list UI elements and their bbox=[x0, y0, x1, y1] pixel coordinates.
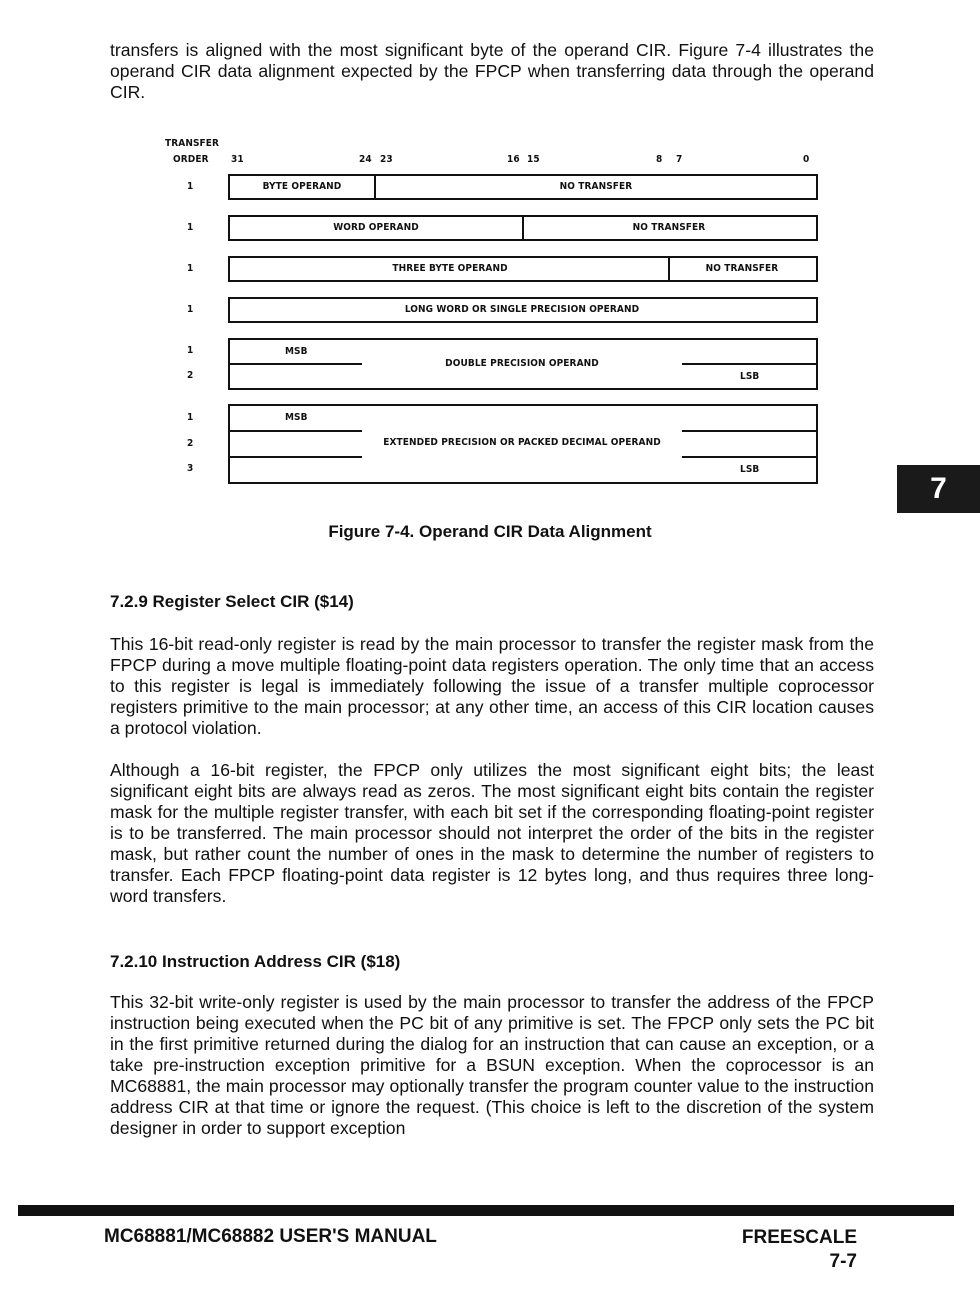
section-729-paragraph-2: Although a 16-bit register, the FPCP only utilizes the most significant eight bits; the least significant eight bits are always read as zeros. The most significant eight bits contain the register mask for the multiple register transfer, with each bit set if the corresponding floating-point register is to be transferred. The main processor should not interpret the order of the bits in the register mask, but rather count the number of ones in the mask to determine the number of registers to transfer. Each FPCP floating-point data register is 12 bytes long, and thus requires three long-word transfers. bbox=[110, 760, 874, 906]
extended-operand-label: EXTENDED PRECISION OR PACKED DECIMAL OPERAND bbox=[383, 437, 661, 448]
section-729-paragraph-1: This 16-bit read-only register is read by the main processor to transfer the register mask from the FPCP during a move multiple floating-point data registers operation. The only time that an access to this register is legal is immediately following the issue of a transfer multiple coprocessor registers primitive to the main processor; at any other time, an access of this CIR location causes a protocol violation. bbox=[110, 634, 874, 738]
word-no-transfer-label: NO TRANSFER bbox=[632, 222, 706, 233]
order-double-1: 1 bbox=[187, 345, 194, 356]
section-729-heading: 7.2.9 Register Select CIR ($14) bbox=[110, 592, 354, 611]
bit-7: 7 bbox=[676, 154, 683, 165]
order-extended-3: 3 bbox=[187, 463, 194, 474]
order-byte: 1 bbox=[187, 181, 194, 192]
order-double-2: 2 bbox=[187, 370, 194, 381]
extended-lsb-line-1 bbox=[682, 430, 818, 432]
chapter-tab: 7 bbox=[897, 465, 980, 513]
double-msb-line bbox=[228, 363, 362, 365]
order-three-byte: 1 bbox=[187, 263, 194, 274]
extended-msb-line-1 bbox=[228, 430, 362, 432]
order-extended-2: 2 bbox=[187, 438, 194, 449]
word-divider bbox=[522, 215, 524, 241]
word-operand-label: WORD OPERAND bbox=[333, 222, 419, 233]
order-label: ORDER bbox=[173, 154, 209, 165]
footer-rule bbox=[18, 1205, 954, 1216]
extended-lsb-line-2 bbox=[682, 456, 818, 458]
bit-8: 8 bbox=[656, 154, 663, 165]
three-byte-divider bbox=[668, 256, 670, 282]
bit-24: 24 bbox=[359, 154, 372, 165]
extended-msb-line-2 bbox=[228, 456, 362, 458]
bit-15: 15 bbox=[527, 154, 540, 165]
bit-0: 0 bbox=[803, 154, 810, 165]
section-7210-paragraph: This 32-bit write-only register is used by the main processor to transfer the address of the FPCP instruction being executed when the PC bit of any primitive is set. The FPCP only sets the PC bit in the first primitive returned during the dialog for an instruction that can cause an exception, or a take pre-instruction exception primitive for a BSUN exception. When the coprocessor is an MC68881, the main processor may optionally transfer the program counter value to the instruction address CIR at that time or ignore the request. (This choice is left to the discretion of the system designer in order to support exception bbox=[110, 992, 874, 1138]
bit-16: 16 bbox=[507, 154, 520, 165]
transfer-label: TRANSFER bbox=[165, 138, 220, 149]
byte-operand-label: BYTE OPERAND bbox=[262, 181, 342, 192]
order-long: 1 bbox=[187, 304, 194, 315]
three-byte-operand-label: THREE BYTE OPERAND bbox=[392, 263, 508, 274]
long-word-operand-label: LONG WORD OR SINGLE PRECISION OPERAND bbox=[404, 304, 640, 315]
figure-caption: Figure 7-4. Operand CIR Data Alignment bbox=[328, 522, 652, 541]
bit-31: 31 bbox=[231, 154, 244, 165]
intro-paragraph: transfers is aligned with the most significant byte of the operand CIR. Figure 7-4 illustrates the operand CIR data alignment expected by the FPCP when transferring data through the operand CIR. bbox=[110, 40, 874, 102]
order-word: 1 bbox=[187, 222, 194, 233]
double-operand-label: DOUBLE PRECISION OPERAND bbox=[445, 358, 599, 369]
operand-cir-figure bbox=[0, 0, 980, 520]
footer-page-number: 7-7 bbox=[829, 1251, 857, 1272]
byte-divider bbox=[374, 174, 376, 200]
double-lsb-label: LSB bbox=[740, 371, 760, 382]
three-byte-no-transfer-label: NO TRANSFER bbox=[705, 263, 779, 274]
extended-lsb-label: LSB bbox=[740, 464, 760, 475]
footer-manual-title: MC68881/MC68882 USER'S MANUAL bbox=[104, 1226, 437, 1247]
double-msb-label: MSB bbox=[285, 346, 308, 357]
bit-23: 23 bbox=[380, 154, 393, 165]
byte-no-transfer-label: NO TRANSFER bbox=[559, 181, 633, 192]
footer-brand: FREESCALE bbox=[741, 1227, 857, 1248]
footer-brand-block bbox=[742, 1226, 857, 1274]
section-7210-heading: 7.2.10 Instruction Address CIR ($18) bbox=[110, 952, 401, 971]
double-lsb-line bbox=[682, 363, 818, 365]
order-extended-1: 1 bbox=[187, 412, 194, 423]
extended-msb-label: MSB bbox=[285, 412, 308, 423]
